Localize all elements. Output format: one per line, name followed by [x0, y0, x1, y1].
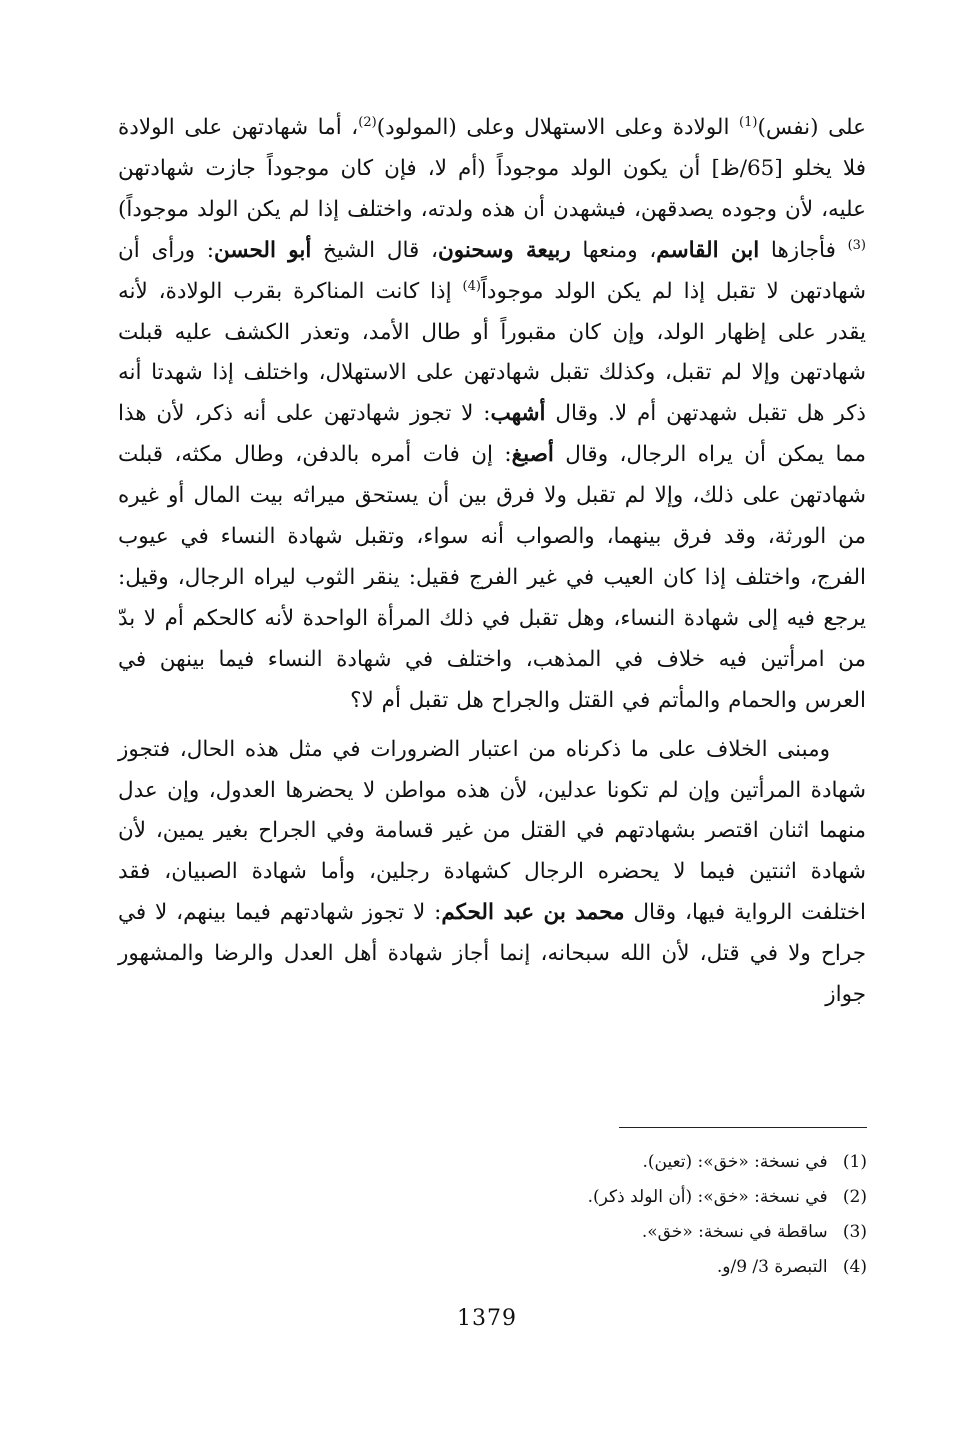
text-run: فأجازها	[759, 237, 848, 263]
footnote-separator	[619, 1127, 867, 1128]
footnote-ref: (1)	[739, 114, 758, 130]
footnote-number: (1)	[842, 1152, 867, 1172]
footnote-item	[400, 1250, 867, 1285]
footnote-item	[400, 1215, 867, 1250]
text-run: : لا تجوز شهادتهم فيما بينهم، لا في جراح ولا في قتل، لأن الله سبحانه، إنما أجاز شهادة أهل العدل والرضا والمشهور جواز	[118, 900, 866, 1008]
footnote-item	[400, 1145, 867, 1180]
footnote-text: التبصرة 3/ 9/و.	[716, 1257, 833, 1277]
text-run: ، أما شهادتهن على الولادة فلا يخلو [65/ظ] أن يكون الولد موجوداً (أم لا، فإن كان موجوداً جازت شهادتهن عليه، لأن وجوده يصدقهن، فيشهدن أن هذه ولدته، واختلف إذا لم يكن الولد موجوداً)	[118, 115, 866, 222]
footnote-text: في نسخة: «خق»: (تعين).	[642, 1152, 833, 1172]
scholar-name: ابن القاسم	[656, 237, 760, 263]
footnote-ref: (4)	[462, 278, 481, 294]
text-run: ومبنى الخلاف على ما ذكرناه من اعتبار الضرورات في مثل هذه الحال، فتجوز شهادة المرأتين وإن لم تكونا عدلين، لأن هذه مواطن لا يحضرها العدول، وإن عدل منهما اثنان اقتصر بشهادتهم في القتل من غير قسامة وفي الجراح بغير يمين، لأن شهادة اثنتين فيما لا يحضره الرجال كشهادة رجلين، وأما شهادة الصبيان، فقد اختلفت الرواية فيها، وقال	[118, 736, 866, 926]
footnote-text: في نسخة: «خق»: (أن الولد ذكر).	[587, 1187, 833, 1207]
text-run: إذا كانت المناكرة بقرب الولادة، لأنه يقدر على إظهار الولد، وإن كان مقبوراً أو طال الأمد، وتعذر الكشف عليه قبلت شهادتهن وإلا لم تقبل، وكذلك تقبل شهادتهن على الاستهلال، واختلف إذا شهدتا أنه ذكر هل تقبل شهدتهن أم لا. وقال	[118, 278, 866, 427]
text-run: على (نفس)	[757, 115, 866, 140]
scholar-name: أصبغ	[511, 442, 554, 468]
scholar-name: أبو الحسن	[213, 237, 312, 263]
scholar-name: أشهب	[490, 401, 546, 427]
footnotes	[400, 1145, 867, 1285]
footnote-item	[400, 1180, 867, 1215]
text-run: : ورأى أن شهادتهن لا تقبل إذا لم يكن الولد موجوداً	[118, 237, 866, 304]
footnote-ref: (2)	[358, 114, 377, 130]
scholar-name: محمد بن عبد الحكم	[441, 900, 625, 926]
page-number: 1379	[457, 1306, 517, 1331]
footnote-number: (2)	[842, 1187, 867, 1207]
text-run: : إن فات أمره بالدفن، وطال مكثه، قبلت شهادتهن على ذلك، وإلا لم تقبل ولا فرق بين أن يستحق ميراثه بيت المال أو غيره من الورثة، وقد فرق بينهما، والصواب أنه سواء، وتقبل شهادة النساء في عيوب الفرج، واختلف إذا كان العيب في غير الفرج فقيل: ينقر الثوب ليراه الرجال، وقيل: يرجع فيه إلى شهادة النساء، وهل تقبل في ذلك المرأة الواحدة لأنه كالحكم أم لا بدّ من امرأتين فيه خلاف في المذهب، واختلف في شهادة النساء فيما بينهن في العرس والحمام والمأتم في القتل والجراح هل تقبل أم لا؟	[118, 442, 866, 713]
text-run: ، قال الشيخ	[311, 237, 438, 263]
scholar-name: ربيعة وسحنون	[437, 237, 571, 263]
text-run: الولادة وعلى الاستهلال وعلى (المولود)	[376, 115, 740, 140]
footnote-ref: (3)	[847, 237, 866, 253]
paragraph	[118, 108, 866, 722]
text-run: : لا تجوز شهادتهن على أنه ذكر، لأن هذا مما يمكن أن يراه الرجال، وقال	[118, 401, 866, 468]
main-text	[118, 108, 866, 1016]
text-run: ، ومنعها	[570, 237, 657, 263]
footnote-text: ساقطة في نسخة: «خق».	[641, 1222, 833, 1242]
footnote-number: (4)	[842, 1257, 867, 1277]
paragraph	[118, 730, 866, 1016]
footnote-number: (3)	[842, 1222, 867, 1242]
